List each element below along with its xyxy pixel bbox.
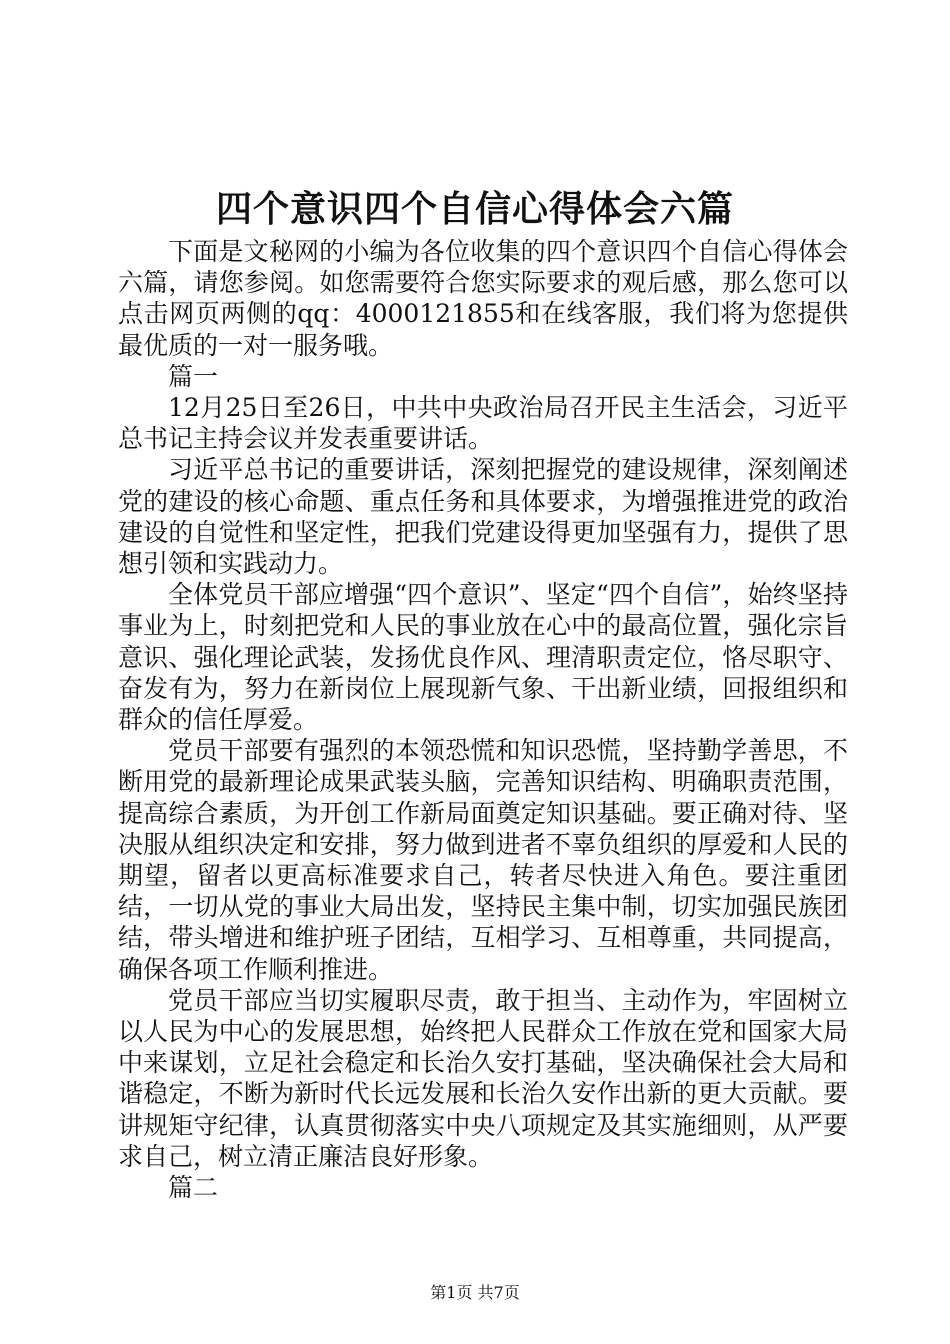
paragraph-intro: 下面是文秘网的小编为各位收集的四个意识四个自信心得体会六篇，请您参阅。如您需要符合您实际要求的观后感，那么您可以点击网页两侧的qq：4000121855和在线客服，我们将为您提供最优质的一对一服务哦。 [118,237,848,360]
document-title: 四个意识四个自信心得体会六篇 [215,189,734,230]
section-heading-2: 篇二 [168,1173,219,1203]
paragraph: 党员干部应当切实履职尽责，敢于担当、主动作为，牢固树立以人民为中心的发展思想，始终把人民群众工作放在党和国家大局中来谋划，立足社会稳定和长治久安打基础，坚决确保社会大局和谐稳定，不断为新时代长远发展和长治久安作出新的更大贡献。要讲规矩守纪律，认真贯彻落实中央八项规定及其实施细则，从严要求自己，树立清正廉洁良好形象。 [118,985,848,1171]
paragraph: 党员干部要有强烈的本领恐慌和知识恐慌，坚持勤学善思，不断用党的最新理论成果武装头脑，完善知识结构、明确职责范围，提高综合素质，为开创工作新局面奠定知识基础。要正确对待、坚决服从组织决定和安排，努力做到进者不辜负组织的厚爱和人民的期望，留者以更高标准要求自己，转者尽快进入角色。要注重团结，一切从党的事业大局出发，坚持民主集中制，切实加强民族团结，带头增进和维护班子团结，互相学习、互相尊重，共同提高，确保各项工作顺利推进。 [118,736,848,984]
paragraph: 全体党员干部应增强“四个意识”、坚定“四个自信”，始终坚持事业为上，时刻把党和人民的事业放在心中的最高位置，强化宗旨意识、强化理论武装，发扬优良作风、理清职责定位，恪尽职守、奋发有为，努力在新岗位上展现新气象、干出新业绩，回报组织和群众的信任厚爱。 [118,580,848,735]
paragraph: 12月25日至26日，中共中央政治局召开民主生活会，习近平总书记主持会议并发表重要讲话。 [118,393,848,454]
document-body [118,236,848,1203]
paragraph: 习近平总书记的重要讲话，深刻把握党的建设规律，深刻阐述党的建设的核心命题、重点任务和具体要求，为增强推进党的政治建设的自觉性和坚定性，把我们党建设得更加坚强有力，提供了思想引领和实践动力。 [118,455,848,579]
section-heading-1: 篇一 [168,361,219,391]
page-number-footer: 第1页 共7页 [430,1283,520,1302]
